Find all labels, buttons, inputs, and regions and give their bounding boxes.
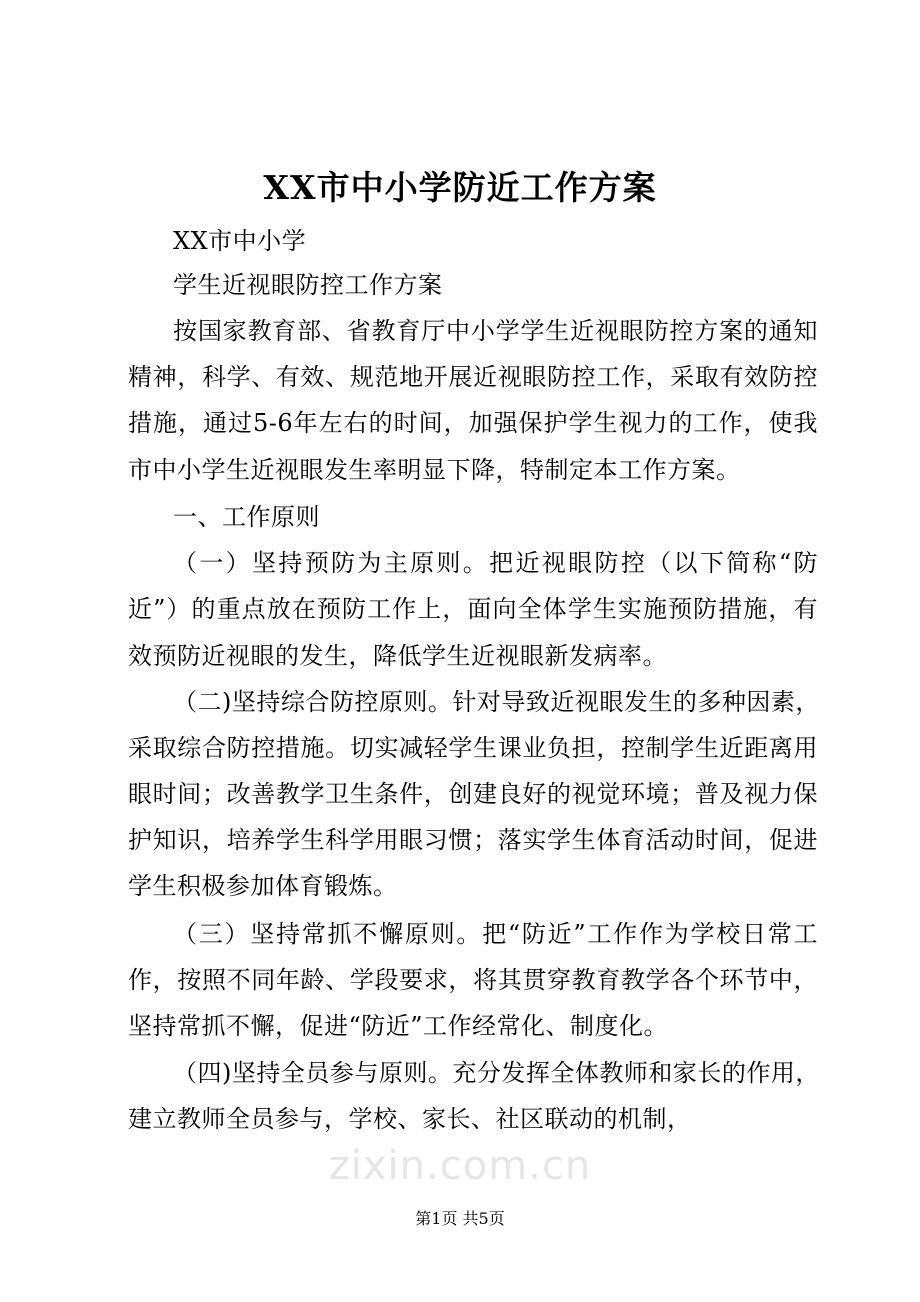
paragraph-line: 护知识，培养学生科学用眼习惯；落实学生体育活动时间，促进 xyxy=(128,826,818,854)
paragraph-line: 措施，通过5-6年左右的时间，加强保护学生视力的工作，使我 xyxy=(128,409,818,437)
paragraph-line: 按国家教育部、省教育厅中小学学生近视眼防控方案的通知 xyxy=(173,317,818,345)
paragraph-line: 采取综合防控措施。切实减轻学生课业负担，控制学生近距离用 xyxy=(128,734,818,762)
paragraph-line: 市中小学生近视眼发生率明显下降，特制定本工作方案。 xyxy=(128,456,741,484)
paragraph-line: （三）坚持常抓不懈原则。把“防近”工作作为学校日常工 xyxy=(173,920,818,948)
paragraph-line: 建立教师全员参与，学校、家长、社区联动的机制， xyxy=(128,1105,692,1133)
paragraph-line: 精神，科学、有效、规范地开展近视眼防控工作，采取有效防控 xyxy=(128,363,818,391)
paragraph-line: 学生积极参加体育锻炼。 xyxy=(128,872,398,900)
document-title: XX市中小学防近工作方案 xyxy=(263,168,657,207)
paragraph-line: （一）坚持预防为主原则。把近视眼防控（以下简称“防 xyxy=(173,549,818,577)
paragraph-line: 近”）的重点放在预防工作上，面向全体学生实施预防措施，有 xyxy=(128,595,818,623)
paragraph-line: 坚持常抓不懈，促进“防近”工作经常化、制度化。 xyxy=(128,1012,669,1040)
subtitle-line: 学生近视眼防控工作方案 xyxy=(173,271,443,299)
watermark: zixin.com.cn xyxy=(328,1143,592,1189)
subtitle-line: XX市中小学 xyxy=(173,227,307,255)
paragraph-line: 眼时间；改善教学卫生条件，创建良好的视觉环境；普及视力保 xyxy=(128,780,818,808)
paragraph-line: 作，按照不同年龄、学段要求，将其贯穿教育教学各个环节中， xyxy=(128,966,818,994)
page-footer: 第1页 共5页 xyxy=(415,1209,505,1228)
paragraph-line: 效预防近视眼的发生，降低学生近视眼新发病率。 xyxy=(128,642,667,670)
section-heading: 一、工作原则 xyxy=(173,503,320,531)
paragraph-line: （二)坚持综合防控原则。针对导致近视眼发生的多种因素， xyxy=(173,688,820,716)
paragraph-line: （四)坚持全员参与原则。充分发挥全体教师和家长的作用， xyxy=(173,1059,820,1087)
